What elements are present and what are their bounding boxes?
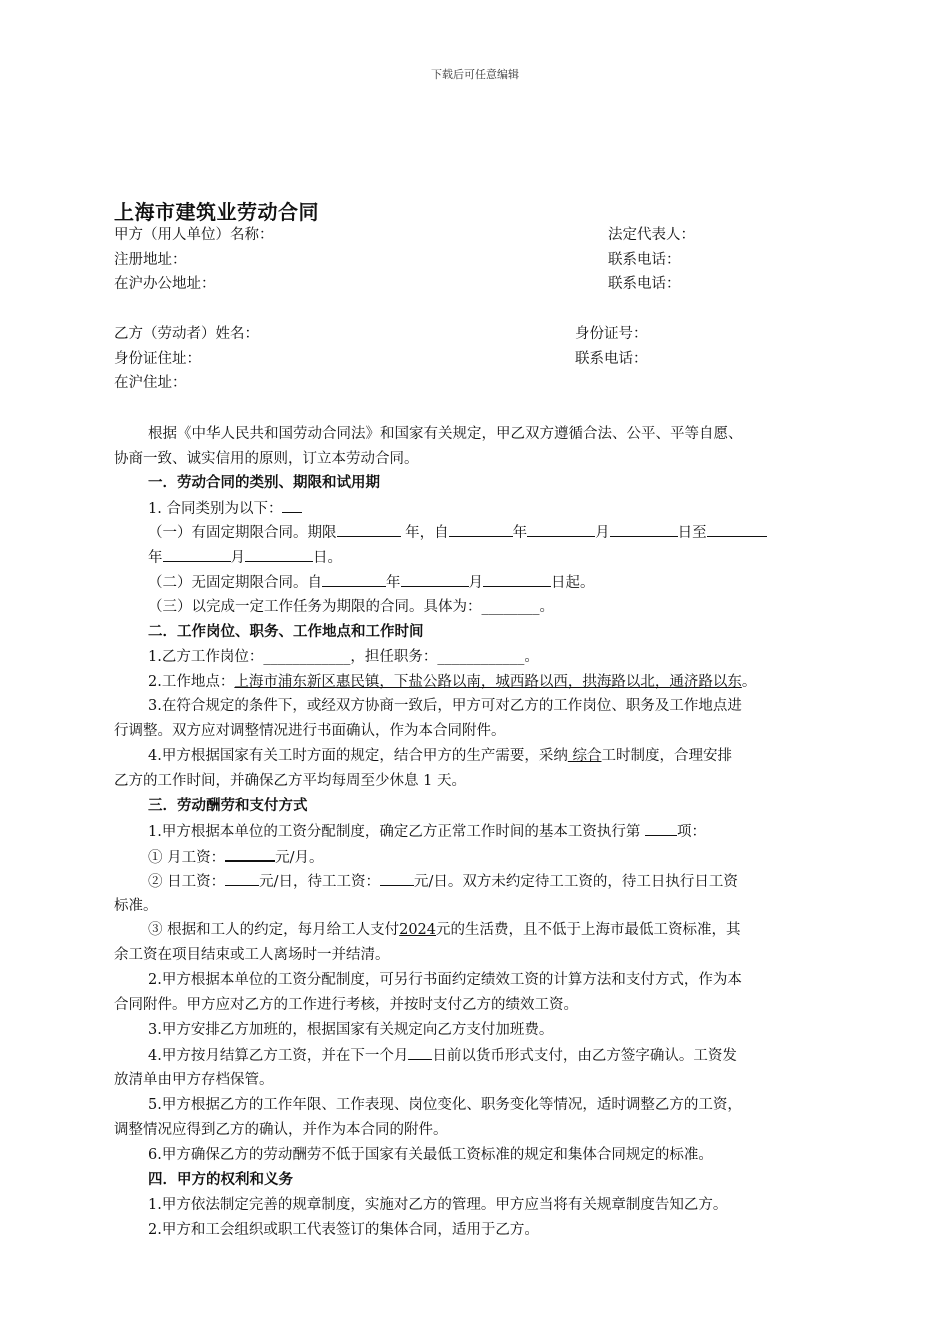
sec3-p4-line2: 放清单由甲方存档保管。 (114, 1072, 274, 1088)
section-4-heading: 四．甲方的权利和义务 (148, 1172, 293, 1188)
sec3-p2-line1: 2.甲方根据本单位的工资分配制度，可另行书面约定绩效工资的计算方法和支付方式，作为本 (148, 972, 742, 988)
party-a-phone-label-1: 联系电话： (608, 252, 681, 268)
party-a-office-addr-label: 在沪办公地址： (114, 276, 216, 292)
intro-line-1: 根据《中华人民共和国劳动合同法》和国家有关规定，甲乙双方遵循合法、公平、平等自愿、 (148, 426, 743, 442)
sec3-p5-line1: 5.甲方根据乙方的工作年限、工作表现、岗位变化、职务变化等情况，适时调整乙方的工资， (148, 1097, 742, 1113)
sec2-p3-line2: 行调整。双方应对调整情况进行书面确认，作为本合同附件。 (114, 723, 506, 739)
sec3-daily-wage: ② 日工资： 元/日，待工工资： 元/日。双方未约定待工工资的，待工日执行日工资 (148, 871, 738, 892)
sec3-p5-line2: 调整情况应得到乙方的确认，并作为本合同的附件。 (114, 1122, 448, 1138)
sec2-p4-line1: 4.甲方根据国家有关工时方面的规定，结合甲方的生产需要，采纳 综合工时制度，合理安排 (148, 748, 732, 764)
sec3-p3: 3.甲方安排乙方加班的，根据国家有关规定向乙方支付加班费。 (148, 1022, 554, 1038)
sec3-p6: 6.甲方确保乙方的劳动酬劳不低于国家有关最低工资标准的规定和集体合同规定的标准。 (148, 1147, 713, 1163)
contract-type-blank (282, 498, 302, 513)
sec1-open-term: （二）无固定期限合同。自 年 月 日起。 (148, 572, 595, 593)
party-a-reg-addr-label: 注册地址： (114, 252, 187, 268)
sec3-living-allowance: ③ 根据和工人的约定，每月给工人支付2024元的生活费，且不低于上海市最低工资标准，其 (148, 922, 741, 938)
living-allowance-value: 2024 (399, 922, 437, 938)
sec3-p1: 1.甲方根据本单位的工资分配制度，确定乙方正常工作时间的基本工资执行第 项： (148, 821, 706, 842)
sec1-fixed-term-end: 年 月 日。 (148, 547, 342, 568)
sec3-daily-wage-line2: 标准。 (114, 898, 158, 914)
party-b-id-addr-label: 身份证住址： (114, 351, 201, 367)
intro-line-2: 协商一致、诚实信用的原则，订立本劳动合同。 (114, 451, 419, 467)
party-a-legal-rep-label: 法定代表人： (608, 227, 695, 243)
sec3-living-allowance-line2: 余工资在项目结束或工人离场时一并结清。 (114, 947, 390, 963)
party-b-phone-label: 联系电话： (575, 351, 648, 367)
sec4-p1: 1.甲方依法制定完善的规章制度，实施对乙方的管理。甲方应当将有关规章制度告知乙方。 (148, 1197, 728, 1213)
section-2-heading: 二．工作岗位、职务、工作地点和工作时间 (148, 624, 424, 640)
work-location-value: 上海市浦东新区惠民镇，下盐公路以南，城西路以西，拱海路以北，通济路以东 (234, 674, 742, 690)
sec2-p3-line1: 3.在符合规定的条件下，或经双方协商一致后，甲方可对乙方的工作岗位、职务及工作地点进 (148, 698, 742, 714)
header-note: 下载后可任意编辑 (431, 68, 519, 81)
party-b-id-label: 身份证号： (575, 326, 648, 342)
sec4-p2: 2.甲方和工会组织或职工代表签订的集体合同，适用于乙方。 (148, 1222, 539, 1238)
sec3-monthly-wage: ① 月工资： 元/月。 (148, 846, 324, 868)
sec1-task-term: （三）以完成一定工作任务为期限的合同。具体为：________。 (148, 599, 554, 615)
sec1-fixed-term: （一）有固定期限合同。期限 年，自 年 月 日至 (148, 522, 767, 543)
sec1-item-1: 1. 合同类别为以下： (148, 498, 302, 519)
sec3-p2-line2: 合同附件。甲方应对乙方的工作进行考核，并按时支付乙方的绩效工资。 (114, 997, 578, 1013)
section-3-heading: 三．劳动酬劳和支付方式 (148, 798, 308, 814)
sec2-p2: 2.工作地点：上海市浦东新区惠民镇，下盐公路以南，城西路以西，拱海路以北，通济路以东。 (148, 674, 757, 690)
section-1-heading: 一．劳动合同的类别、期限和试用期 (148, 475, 380, 491)
sec3-p4-line1: 4.甲方按月结算乙方工资，并在下一个月 日前以货币形式支付，由乙方签字确认。工资发 (148, 1045, 737, 1066)
working-hours-system-value: 综合 (567, 748, 602, 764)
contract-title: 上海市建筑业劳动合同 (114, 200, 319, 224)
sec2-p1: 1.乙方工作岗位：____________，担任职务：____________。 (148, 649, 539, 665)
term-years-blank (337, 522, 401, 537)
sec2-p4-line2: 乙方的工作时间，并确保乙方平均每周至少休息 1 天。 (114, 773, 466, 789)
party-b-sh-addr-label: 在沪住址： (114, 375, 187, 391)
party-a-name-label: 甲方（用人单位）名称： (114, 227, 274, 243)
party-b-name-label: 乙方（劳动者）姓名： (114, 326, 259, 342)
party-a-phone-label-2: 联系电话： (608, 276, 681, 292)
